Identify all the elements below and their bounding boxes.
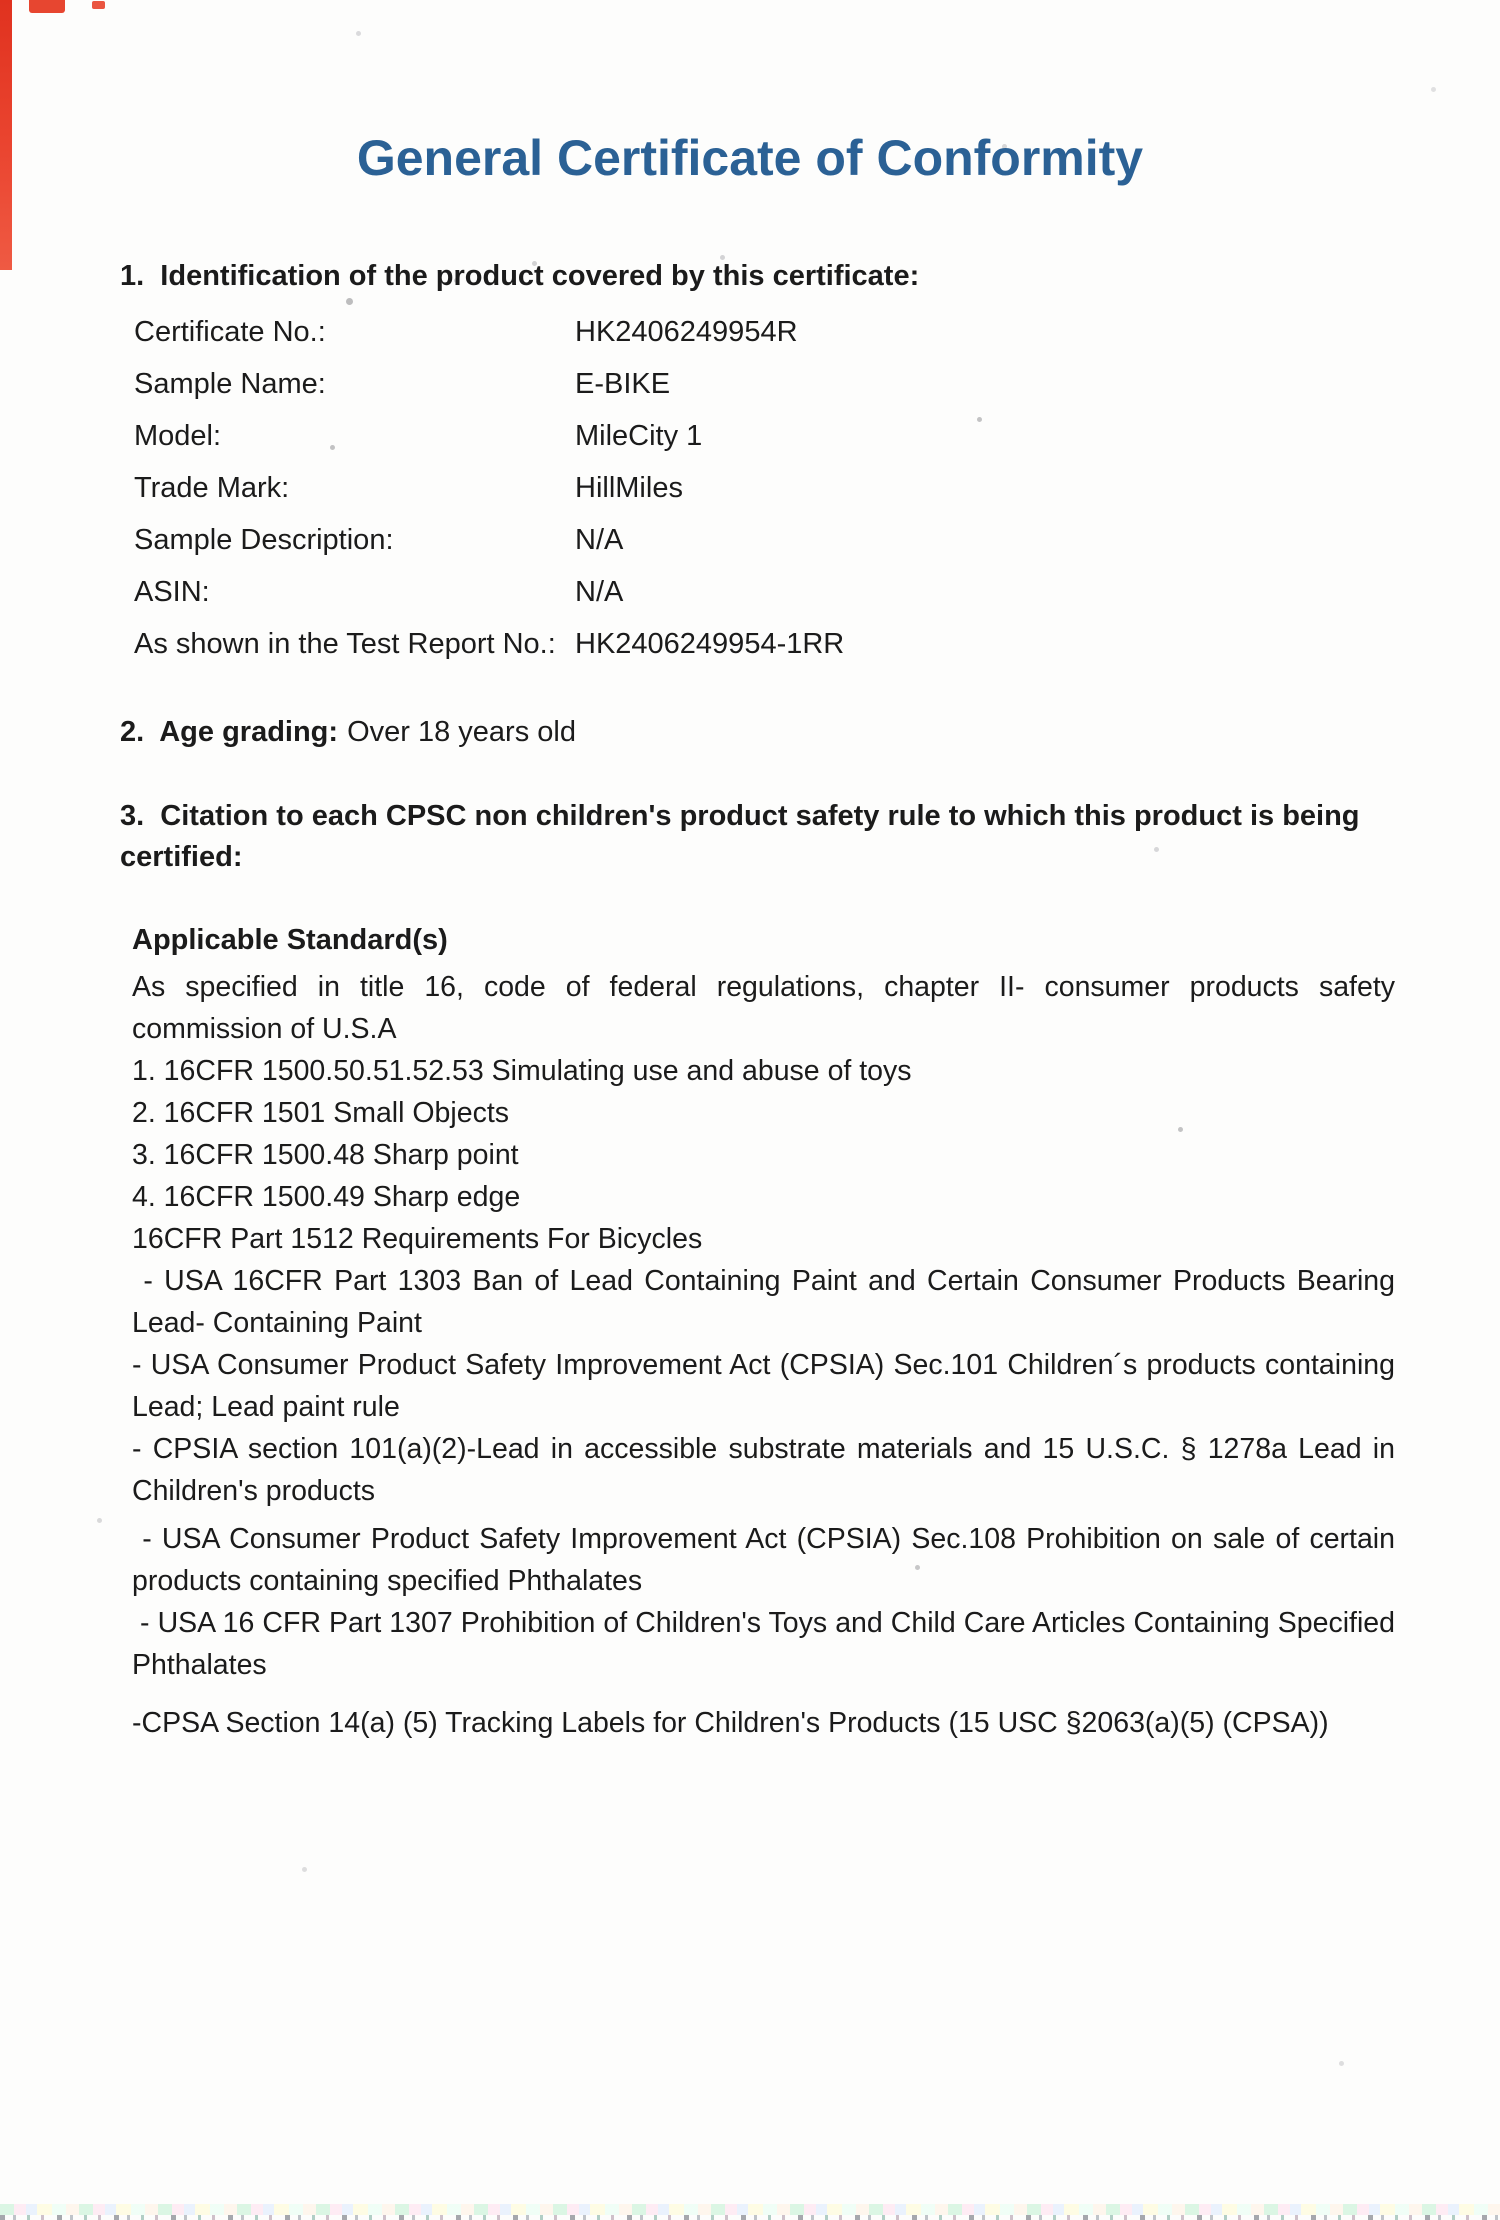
section1-heading: 1. Identification of the product covered by this certificate: xyxy=(120,260,920,292)
field-label: Certificate No.: xyxy=(134,316,326,348)
standard-item: 2. 16CFR 1501 Small Objects xyxy=(132,1097,509,1129)
field-label: Trade Mark: xyxy=(134,472,290,504)
field-label: Sample Name: xyxy=(134,368,326,400)
document-body xyxy=(120,258,1403,1744)
standard-item: -CPSA Section 14(a) (5) Tracking Labels for Children's Products (15 USC §2063(a)(5) (CPSA)) xyxy=(132,1707,1329,1739)
standard-item: 3. 16CFR 1500.48 Sharp point xyxy=(132,1139,519,1171)
scan-artifact-red-dash xyxy=(29,0,65,13)
field-value: MileCity 1 xyxy=(575,420,703,452)
field-row xyxy=(120,358,1395,410)
field-label: As shown in the Test Report No.: xyxy=(134,628,556,660)
section3-heading: 3. Citation to each CPSC non children's product safety rule to which this product is being certified: xyxy=(120,800,1368,873)
section2-heading: 2. Age grading: xyxy=(120,716,339,748)
applicable-standards-list xyxy=(120,966,1403,1744)
field-row xyxy=(120,514,1395,566)
field-value: N/A xyxy=(575,576,624,608)
standard-item: 1. 16CFR 1500.50.51.52.53 Simulating use and abuse of toys xyxy=(132,1055,912,1087)
standard-item: As specified in title 16, code of federal regulations, chapter II- consumer products safety commission of U.S.A xyxy=(132,971,1403,1045)
field-row xyxy=(120,618,1395,670)
standard-item: - CPSIA section 101(a)(2)-Lead in accessible substrate materials and 15 U.S.C. § 1278a Lead in Children's products xyxy=(132,1433,1403,1507)
standard-item: 4. 16CFR 1500.49 Sharp edge xyxy=(132,1181,521,1213)
field-value: HK2406249954R xyxy=(575,316,798,348)
scan-artifact-red-dot xyxy=(92,1,105,9)
field-value: E-BIKE xyxy=(575,368,671,400)
section2-age-grading xyxy=(120,714,1395,750)
page-title: General Certificate of Conformity xyxy=(356,130,1144,186)
field-row xyxy=(120,306,1395,358)
field-value: HK2406249954-1RR xyxy=(575,628,845,660)
field-label: ASIN: xyxy=(134,576,210,608)
field-row xyxy=(120,462,1395,514)
applicable-standards-title: Applicable Standard(s) xyxy=(132,924,448,956)
standard-item: - USA Consumer Product Safety Improvement Act (CPSIA) Sec.101 Children´s products containing Lead; Lead paint rule xyxy=(132,1349,1403,1423)
product-identification-fields xyxy=(120,306,1395,670)
standard-item: - USA Consumer Product Safety Improvement Act (CPSIA) Sec.108 Prohibition on sale of certain products containing specified Phthalates xyxy=(132,1523,1403,1597)
standard-item: - USA 16CFR Part 1303 Ban of Lead Containing Paint and Certain Consumer Products Bearing Lead- Containing Paint xyxy=(132,1265,1403,1339)
field-label: Model: xyxy=(134,420,222,452)
section2-value: Over 18 years old xyxy=(347,716,576,748)
field-value: HillMiles xyxy=(575,472,683,504)
scan-noise-specks xyxy=(0,0,3,3)
field-row xyxy=(120,410,1395,462)
standard-item: 16CFR Part 1512 Requirements For Bicycles xyxy=(132,1223,703,1255)
field-value: N/A xyxy=(575,524,624,556)
field-row xyxy=(120,566,1395,618)
field-label: Sample Description: xyxy=(134,524,394,556)
scan-artifact-bottom-band xyxy=(0,2204,1500,2215)
scan-artifact-bottom-dots xyxy=(0,2215,1500,2220)
standard-item: - USA 16 CFR Part 1307 Prohibition of Children's Toys and Child Care Articles Containing Specified Phthalates xyxy=(132,1607,1403,1681)
